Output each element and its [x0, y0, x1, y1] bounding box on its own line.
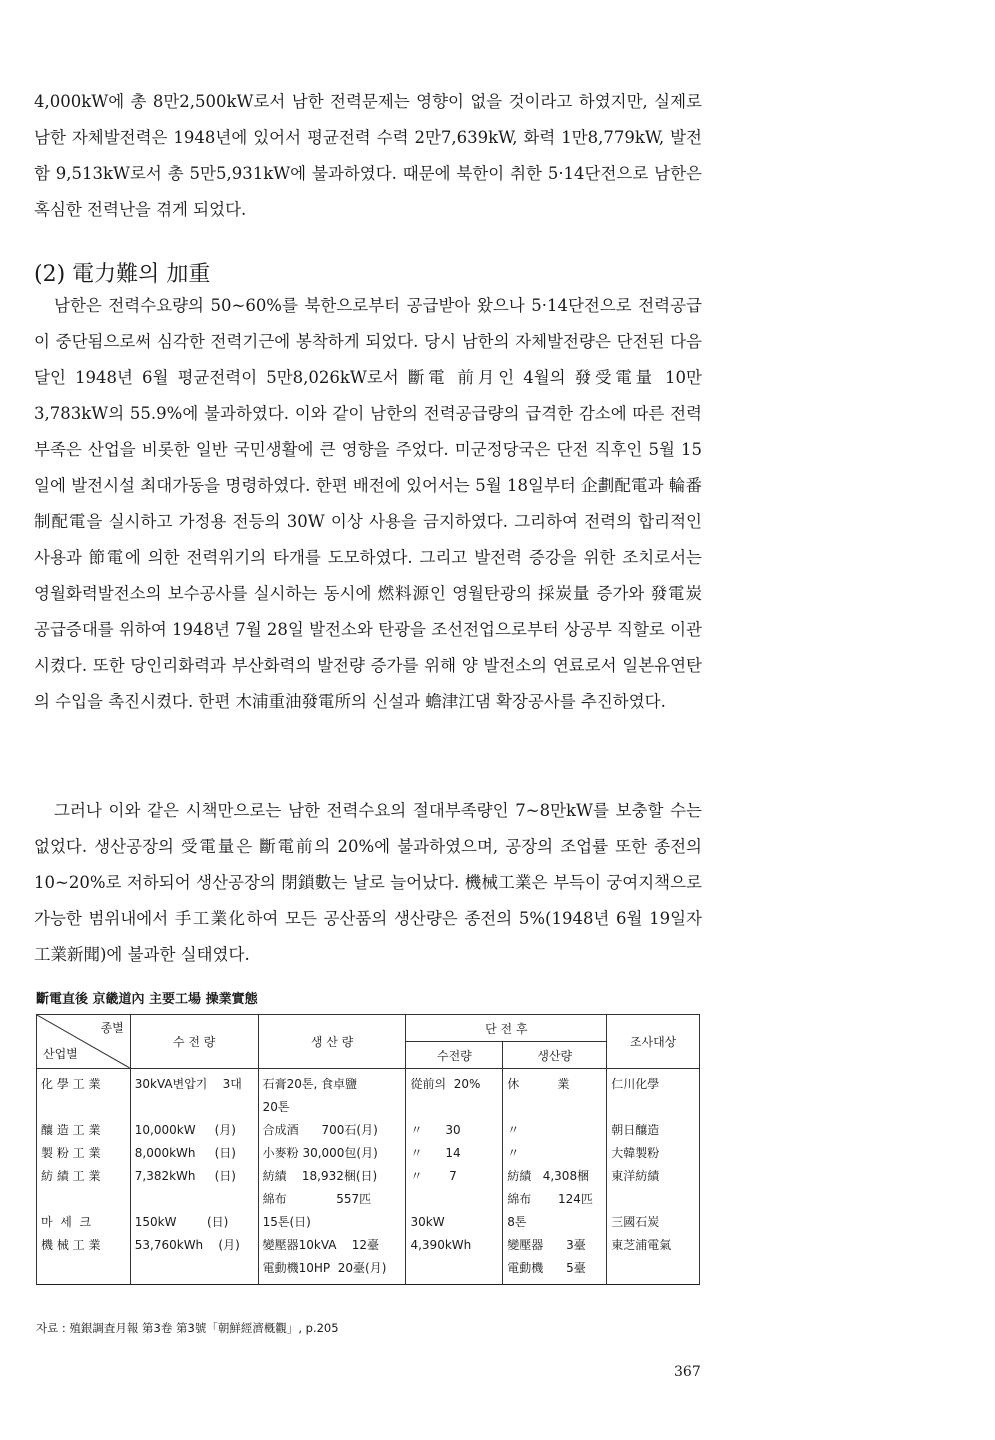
table-row	[37, 1069, 700, 1285]
header-production: 생 산 량	[258, 1015, 406, 1069]
page-number: 367	[674, 1364, 701, 1380]
header-received: 수 전 량	[130, 1015, 258, 1069]
header-after-received: 수전량	[406, 1042, 503, 1069]
header-target: 조사대상	[607, 1015, 700, 1069]
col-after-production: 休 業 〃 〃 紡績 4,308梱 綿布 124匹 8톤 變壓器 3臺 電動機 5臺	[503, 1069, 607, 1285]
col-target: 仁川化學 朝日釀造 大韓製粉 東洋紡績 三國石炭 東芝浦電氣	[607, 1069, 700, 1285]
col-after-received: 從前의 20% 〃 30 〃 14 〃 7 30kW 4,390kWh	[406, 1069, 503, 1285]
paragraph-power-shortage: 남한은 전력수요량의 50~60%를 북한으로부터 공급받아 왔으나 5·14단전으로 전력공급이 중단됨으로써 심각한 전력기근에 봉착하게 되었다. 당시 남한의 자체발전량은 단전된 다음 달인 1948년 6월 평균전력이 5만8,026kW로서 斷電 前月인 4월의 發受電量 10만3,783kW의 55.9%에 불과하였다. 이와 같이 남한의 전력공급량의 급격한 감소에 따른 전력부족은 산업을 비롯한 일반 국민생활에 큰 영향을 주었다. 미군정당국은 단전 직후인 5월 15일에 발전시설 최대가동을 명령하였다. 한편 배전에 있어서는 5월 18일부터 企劃配電과 輪番制配電을 실시하고 가정용 전등의 30W 이상 사용을 금지하였다. 그리하여 전력의 합리적인 사용과 節電에 의한 전력위기의 타개를 도모하였다. 그리고 발전력 증강을 위한 조치로서는 영월화력발전소의 보수공사를 실시하는 동시에 燃料源인 영월탄광의 採炭量 증가와 發電炭 공급증대를 위하여 1948년 7월 28일 발전소와 탄광을 조선전업으로부터 상공부 직할로 이관시켰다. 또한 당인리화력과 부산화력의 발전량 증가를 위해 양 발전소의 연료로서 일본유연탄의 수입을 촉진시켰다. 한편 木浦重油發電所의 신설과 蟾津江댐 확장공사를 추진하였다.	[34, 296, 702, 711]
source-note: 자료 : 殖銀調査月報 第3卷 第3號「朝鮮經濟槪觀」, p.205	[36, 1321, 339, 1335]
diagonal-header-cell	[37, 1015, 131, 1069]
header-after-production: 생산량	[503, 1042, 607, 1069]
header-category: 종별	[100, 1021, 124, 1035]
section-heading: (2) 電力難의 加重	[34, 262, 211, 287]
col-received: 30kVA변압기 3대 10,000kW (月) 8,000kWh (日) 7,382kWh (日) 150kW (日) 53,760kWh (月)	[130, 1069, 258, 1285]
header-industry: 산업별	[43, 1047, 78, 1061]
col-production: 石膏20톤, 食卓鹽 20톤 合成酒 700石(月) 小麥粉 30,000包(月) 紡績 18,932梱(日) 綿布 557匹 15톤(日) 變壓器10kVA 12臺 電動機10HP 20臺(月)	[258, 1069, 406, 1285]
paragraph-industry-impact: 그러나 이와 같은 시책만으로는 남한 전력수요의 절대부족량인 7~8만kW를 보충할 수는 없었다. 생산공장의 受電量은 斷電前의 20%에 불과하였으며, 공장의 조업률 또한 종전의 10~20%로 저하되어 생산공장의 閉鎖數는 날로 늘어났다. 機械工業은 부득이 궁여지책으로 가능한 범위내에서 手工業化하여 모든 공산품의 생산량은 종전의 5%(1948년 6월 19일자 工業新聞)에 불과한 실태였다.	[34, 801, 702, 964]
factory-operations-table	[36, 1014, 700, 1285]
header-after-cutoff: 단 전 후	[406, 1015, 607, 1042]
table-caption: 斷電直後 京畿道內 主要工場 操業實態	[36, 992, 258, 1007]
paragraph-intro: 4,000kW에 총 8만2,500kW로서 남한 전력문제는 영향이 없을 것이라고 하였지만, 실제로 남한 자체발전력은 1948년에 있어서 평균전력 수력 2만7,639kW, 화력 1만8,779kW, 발전함 9,513kW로서 총 5만5,931kW에 불과하였다. 때문에 북한이 취한 5·14단전으로 남한은 혹심한 전력난을 겪게 되었다.	[34, 92, 702, 219]
col-industry: 化 學 工 業 釀 造 工 業 製 粉 工 業 紡 績 工 業 마 세 크 機 械 工 業	[37, 1069, 131, 1285]
